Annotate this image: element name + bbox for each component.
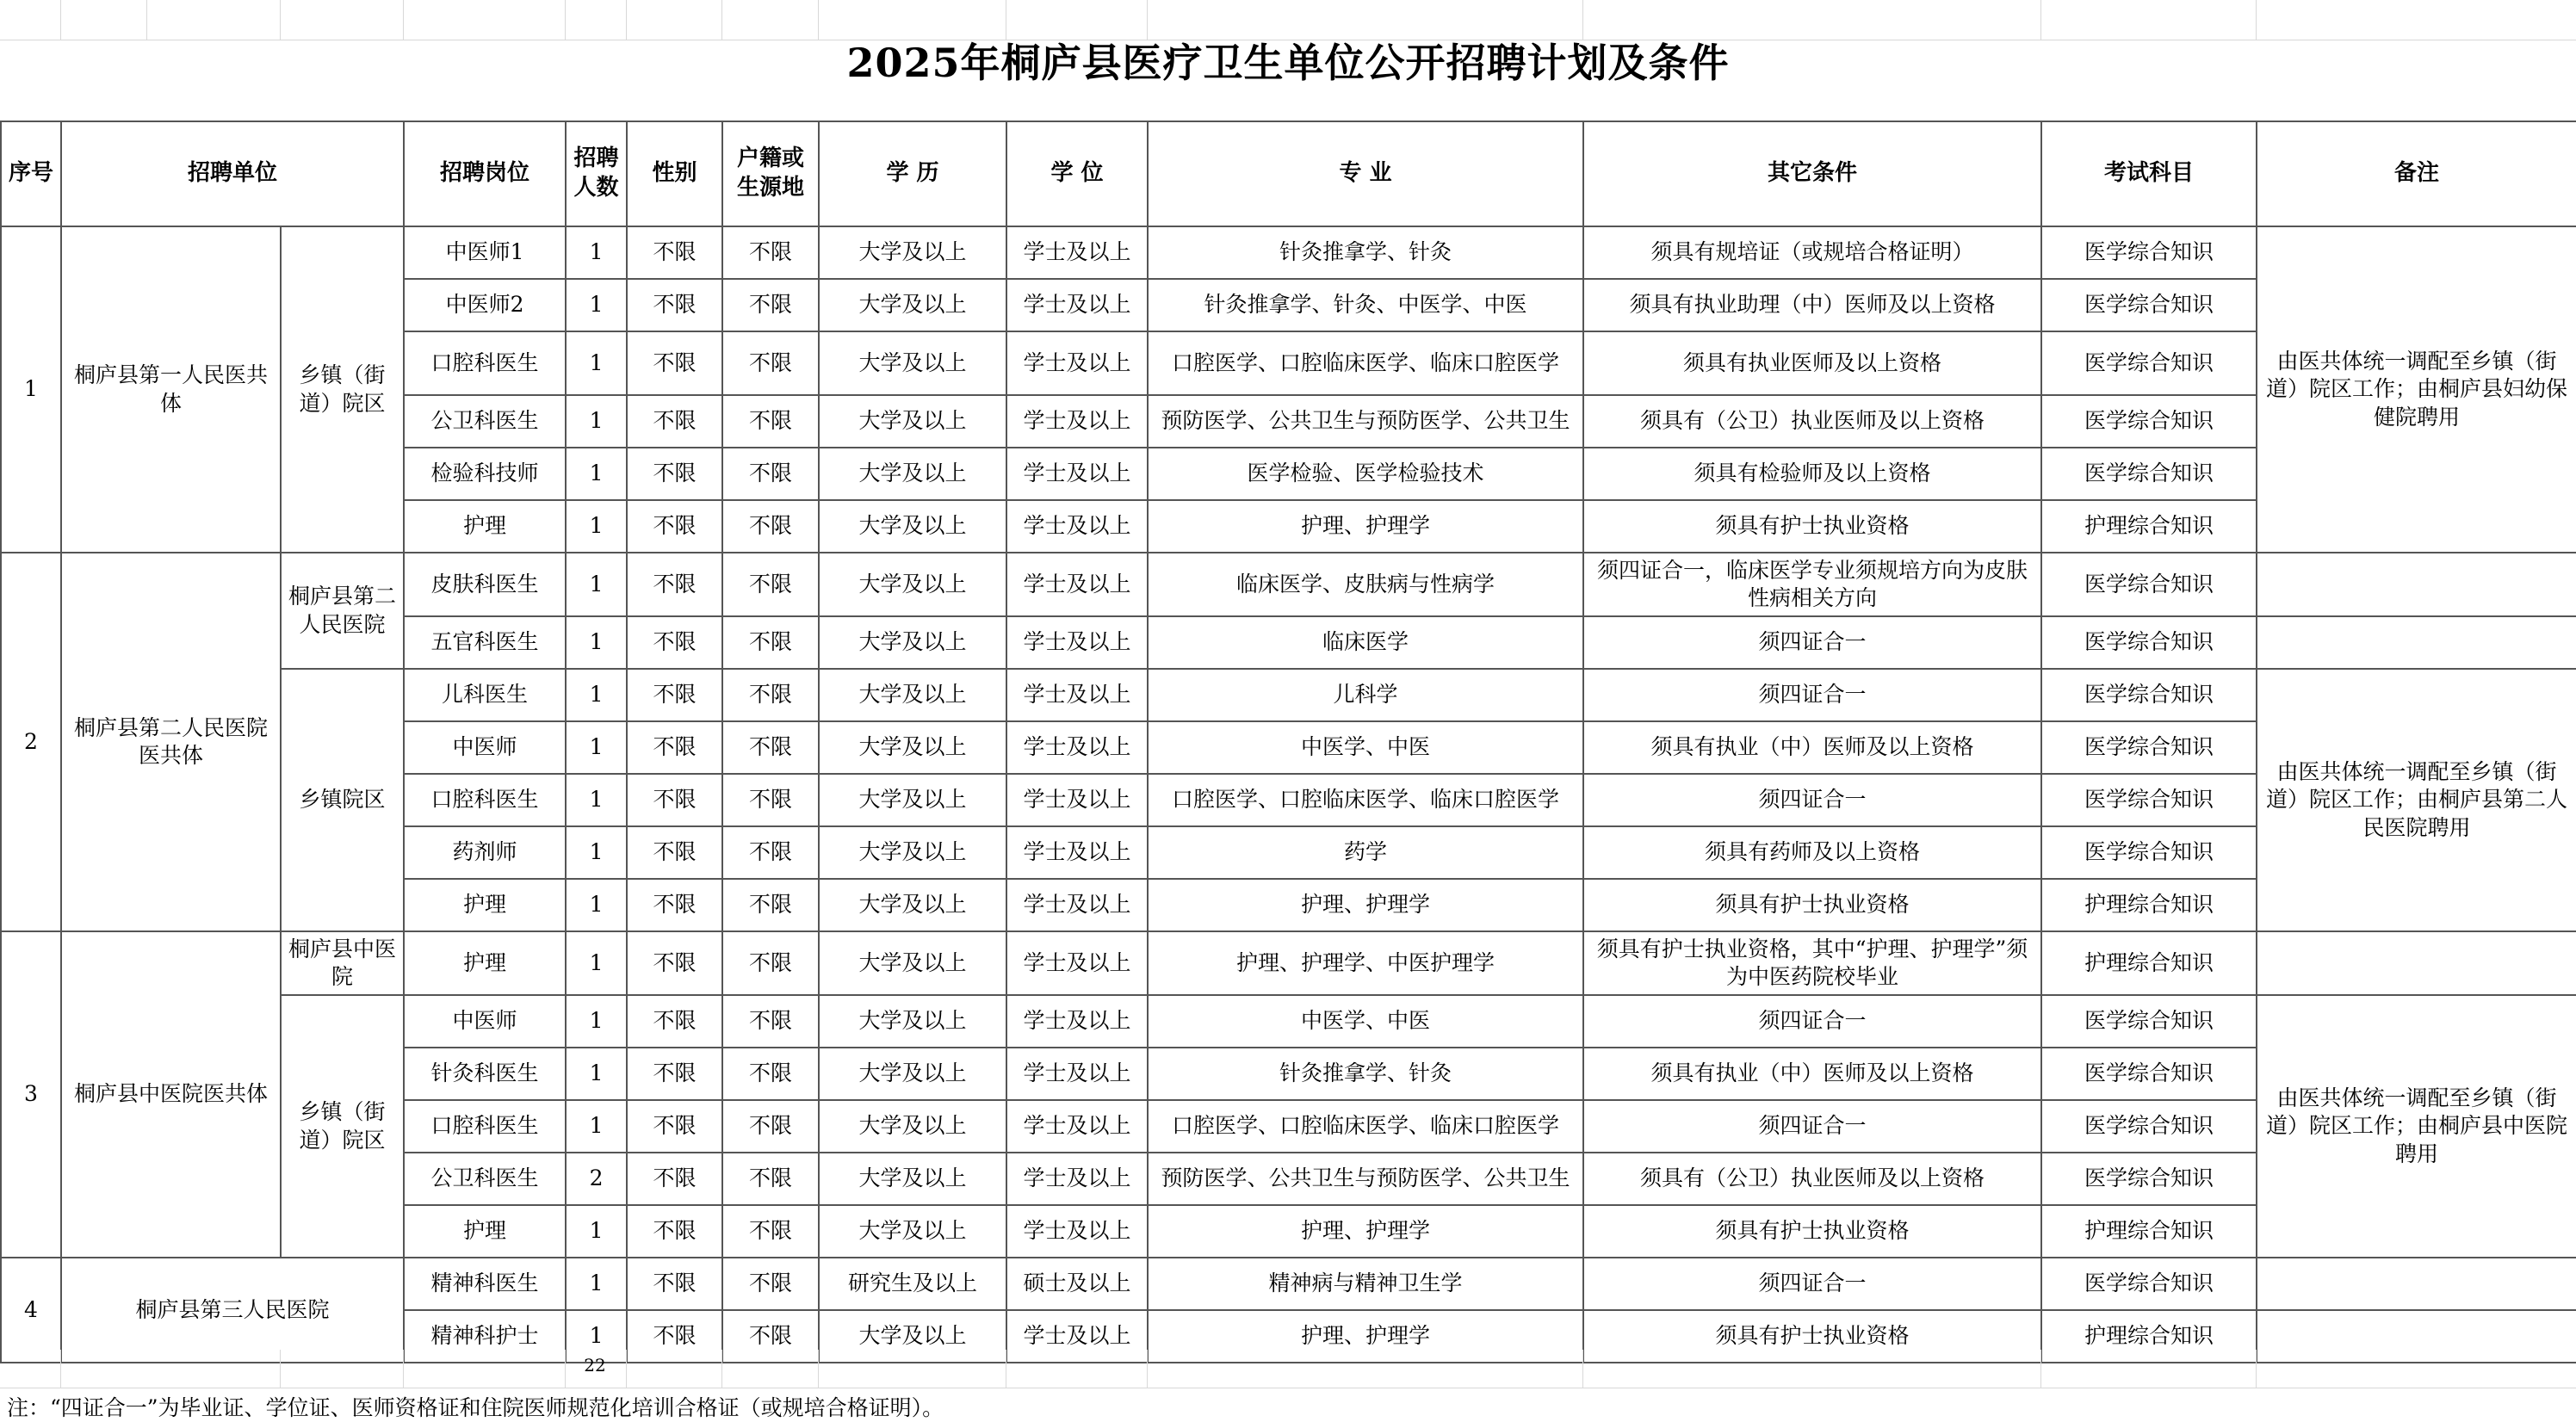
cell-count: 1 <box>566 721 627 774</box>
cell-count: 1 <box>566 500 627 553</box>
cell-gender: 不限 <box>627 279 722 331</box>
cell-post: 皮肤科医生 <box>404 553 566 616</box>
cell-hukou: 不限 <box>722 1205 819 1258</box>
cell-count: 1 <box>566 1100 627 1153</box>
cell-post: 药剂师 <box>404 826 566 879</box>
header-hukou: 户籍或生源地 <box>722 121 819 226</box>
cell-degree: 学士及以上 <box>1006 226 1148 279</box>
cell-post: 中医师2 <box>404 279 566 331</box>
cell-other-conditions: 须具有（公卫）执业医师及以上资格 <box>1583 395 2041 448</box>
cell-other-conditions: 须具有护士执业资格，其中“护理、护理学”须为中医药院校毕业 <box>1583 931 2041 995</box>
cell-hukou: 不限 <box>722 448 819 500</box>
remark-cell <box>2257 1258 2576 1310</box>
cell-hukou: 不限 <box>722 553 819 616</box>
cell-education: 大学及以上 <box>819 500 1006 553</box>
cell-hukou: 不限 <box>722 1048 819 1100</box>
cell-degree: 学士及以上 <box>1006 500 1148 553</box>
cell-gender: 不限 <box>627 226 722 279</box>
cell-hukou: 不限 <box>722 226 819 279</box>
cell-degree: 学士及以上 <box>1006 448 1148 500</box>
cell-gender: 不限 <box>627 669 722 721</box>
table-row <box>1 669 2576 721</box>
cell-post: 口腔科医生 <box>404 331 566 395</box>
cell-hukou: 不限 <box>722 395 819 448</box>
header-remark: 备注 <box>2257 121 2576 226</box>
cell-count: 1 <box>566 826 627 879</box>
unit-name: 桐庐县第三人民医院 <box>61 1258 404 1363</box>
cell-gender: 不限 <box>627 395 722 448</box>
cell-count: 1 <box>566 931 627 995</box>
footnote: 注：“四证合一”为毕业证、学位证、医师资格证和住院医师规范化培训合格证（或规培合格证明）。 <box>7 1395 944 1420</box>
cell-other-conditions: 须具有护士执业资格 <box>1583 1205 2041 1258</box>
cell-other-conditions: 须具有护士执业资格 <box>1583 500 2041 553</box>
cell-post: 公卫科医生 <box>404 1153 566 1205</box>
cell-gender: 不限 <box>627 1100 722 1153</box>
remark-cell <box>2257 553 2576 616</box>
header-post: 招聘岗位 <box>404 121 566 226</box>
cell-gender: 不限 <box>627 879 722 931</box>
cell-other-conditions: 须四证合一 <box>1583 774 2041 826</box>
cell-major: 针灸推拿学、针灸 <box>1148 1048 1583 1100</box>
cell-major: 护理、护理学 <box>1148 500 1583 553</box>
cell-degree: 学士及以上 <box>1006 331 1148 395</box>
cell-gender: 不限 <box>627 826 722 879</box>
cell-post: 护理 <box>404 931 566 995</box>
cell-degree: 学士及以上 <box>1006 1310 1148 1363</box>
table-row <box>1 226 2576 279</box>
cell-degree: 学士及以上 <box>1006 721 1148 774</box>
cell-degree: 学士及以上 <box>1006 1100 1148 1153</box>
cell-degree: 学士及以上 <box>1006 616 1148 669</box>
cell-hukou: 不限 <box>722 1100 819 1153</box>
cell-major: 中医学、中医 <box>1148 995 1583 1048</box>
sub-unit-name: 乡镇院区 <box>281 669 404 931</box>
cell-gender: 不限 <box>627 331 722 395</box>
cell-degree: 学士及以上 <box>1006 279 1148 331</box>
row-number: 4 <box>1 1258 61 1363</box>
cell-exam-subject: 医学综合知识 <box>2041 1153 2257 1205</box>
cell-education: 大学及以上 <box>819 1205 1006 1258</box>
recruitment-table <box>0 121 2576 1363</box>
header-no: 序号 <box>1 121 61 226</box>
header-unit: 招聘单位 <box>61 121 404 226</box>
cell-exam-subject: 医学综合知识 <box>2041 616 2257 669</box>
cell-hukou: 不限 <box>722 774 819 826</box>
cell-major: 口腔医学、口腔临床医学、临床口腔医学 <box>1148 331 1583 395</box>
cell-post: 口腔科医生 <box>404 1100 566 1153</box>
cell-post: 中医师 <box>404 721 566 774</box>
cell-hukou: 不限 <box>722 721 819 774</box>
cell-gender: 不限 <box>627 931 722 995</box>
cell-other-conditions: 须四证合一 <box>1583 616 2041 669</box>
row-number: 2 <box>1 553 61 931</box>
header-degree: 学 位 <box>1006 121 1148 226</box>
cell-degree: 学士及以上 <box>1006 1048 1148 1100</box>
cell-exam-subject: 医学综合知识 <box>2041 1258 2257 1310</box>
cell-hukou: 不限 <box>722 331 819 395</box>
header-gender: 性别 <box>627 121 722 226</box>
cell-other-conditions: 须四证合一，临床医学专业须规培方向为皮肤性病相关方向 <box>1583 553 2041 616</box>
cell-hukou: 不限 <box>722 995 819 1048</box>
cell-other-conditions: 须具有检验师及以上资格 <box>1583 448 2041 500</box>
cell-education: 大学及以上 <box>819 279 1006 331</box>
cell-other-conditions: 须具有执业医师及以上资格 <box>1583 331 2041 395</box>
cell-count: 1 <box>566 1258 627 1310</box>
cell-major: 医学检验、医学检验技术 <box>1148 448 1583 500</box>
cell-count: 1 <box>566 879 627 931</box>
cell-count: 1 <box>566 1048 627 1100</box>
cell-gender: 不限 <box>627 616 722 669</box>
remark-cell <box>2257 616 2576 669</box>
cell-other-conditions: 须具有药师及以上资格 <box>1583 826 2041 879</box>
cell-education: 大学及以上 <box>819 774 1006 826</box>
cell-degree: 学士及以上 <box>1006 826 1148 879</box>
cell-exam-subject: 医学综合知识 <box>2041 1100 2257 1153</box>
header-major: 专 业 <box>1148 121 1583 226</box>
cell-education: 大学及以上 <box>819 826 1006 879</box>
table-row <box>1 931 2576 995</box>
cell-exam-subject: 护理综合知识 <box>2041 1310 2257 1363</box>
cell-hukou: 不限 <box>722 616 819 669</box>
header-count: 招聘人数 <box>566 121 627 226</box>
cell-exam-subject: 护理综合知识 <box>2041 500 2257 553</box>
cell-exam-subject: 医学综合知识 <box>2041 669 2257 721</box>
cell-gender: 不限 <box>627 721 722 774</box>
cell-education: 大学及以上 <box>819 995 1006 1048</box>
cell-gender: 不限 <box>627 1310 722 1363</box>
cell-count: 1 <box>566 553 627 616</box>
cell-count: 1 <box>566 448 627 500</box>
cell-gender: 不限 <box>627 1153 722 1205</box>
cell-exam-subject: 医学综合知识 <box>2041 721 2257 774</box>
page-title: 2025年桐庐县医疗卫生单位公开招聘计划及条件 <box>846 40 1730 86</box>
cell-gender: 不限 <box>627 448 722 500</box>
cell-post: 护理 <box>404 1205 566 1258</box>
cell-post: 精神科护士 <box>404 1310 566 1363</box>
sub-unit-name: 乡镇（街道）院区 <box>281 995 404 1258</box>
cell-education: 大学及以上 <box>819 331 1006 395</box>
cell-other-conditions: 须四证合一 <box>1583 995 2041 1048</box>
sub-unit-name: 桐庐县中医院 <box>281 931 404 995</box>
unit-name: 桐庐县第二人民医院医共体 <box>61 553 281 931</box>
cell-post: 护理 <box>404 500 566 553</box>
cell-count: 1 <box>566 995 627 1048</box>
cell-post: 精神科医生 <box>404 1258 566 1310</box>
cell-hukou: 不限 <box>722 826 819 879</box>
cell-exam-subject: 医学综合知识 <box>2041 331 2257 395</box>
cell-count: 1 <box>566 774 627 826</box>
cell-other-conditions: 须四证合一 <box>1583 1100 2041 1153</box>
cell-education: 大学及以上 <box>819 616 1006 669</box>
cell-major: 口腔医学、口腔临床医学、临床口腔医学 <box>1148 774 1583 826</box>
cell-other-conditions: 须具有（公卫）执业医师及以上资格 <box>1583 1153 2041 1205</box>
cell-education: 大学及以上 <box>819 721 1006 774</box>
cell-major: 护理、护理学 <box>1148 1205 1583 1258</box>
header-education: 学 历 <box>819 121 1006 226</box>
title-row <box>0 0 2576 122</box>
cell-degree: 学士及以上 <box>1006 553 1148 616</box>
cell-hukou: 不限 <box>722 500 819 553</box>
remark-cell: 由医共体统一调配至乡镇（街道）院区工作；由桐庐县中医院聘用 <box>2257 995 2576 1258</box>
cell-exam-subject: 护理综合知识 <box>2041 1205 2257 1258</box>
remark-cell: 由医共体统一调配至乡镇（街道）院区工作；由桐庐县第二人民医院聘用 <box>2257 669 2576 931</box>
cell-other-conditions: 须具有护士执业资格 <box>1583 879 2041 931</box>
cell-post: 护理 <box>404 879 566 931</box>
cell-count: 1 <box>566 1205 627 1258</box>
cell-gender: 不限 <box>627 553 722 616</box>
cell-post: 中医师 <box>404 995 566 1048</box>
cell-major: 儿科学 <box>1148 669 1583 721</box>
cell-hukou: 不限 <box>722 879 819 931</box>
cell-major: 护理、护理学 <box>1148 1310 1583 1363</box>
cell-other-conditions: 须具有规培证（或规培合格证明） <box>1583 226 2041 279</box>
header-row <box>1 121 2576 226</box>
cell-post: 儿科医生 <box>404 669 566 721</box>
cell-exam-subject: 医学综合知识 <box>2041 448 2257 500</box>
cell-count: 1 <box>566 226 627 279</box>
cell-education: 大学及以上 <box>819 931 1006 995</box>
cell-degree: 学士及以上 <box>1006 669 1148 721</box>
cell-major: 预防医学、公共卫生与预防医学、公共卫生 <box>1148 395 1583 448</box>
cell-degree: 学士及以上 <box>1006 931 1148 995</box>
cell-major: 口腔医学、口腔临床医学、临床口腔医学 <box>1148 1100 1583 1153</box>
cell-education: 大学及以上 <box>819 448 1006 500</box>
cell-exam-subject: 医学综合知识 <box>2041 226 2257 279</box>
cell-hukou: 不限 <box>722 931 819 995</box>
cell-other-conditions: 须四证合一 <box>1583 669 2041 721</box>
cell-gender: 不限 <box>627 1048 722 1100</box>
cell-post: 五官科医生 <box>404 616 566 669</box>
table-row <box>1 1258 2576 1310</box>
cell-hukou: 不限 <box>722 1258 819 1310</box>
cell-exam-subject: 医学综合知识 <box>2041 279 2257 331</box>
cell-gender: 不限 <box>627 500 722 553</box>
remark-cell <box>2257 931 2576 995</box>
cell-education: 大学及以上 <box>819 1048 1006 1100</box>
cell-other-conditions: 须四证合一 <box>1583 1258 2041 1310</box>
cell-education: 研究生及以上 <box>819 1258 1006 1310</box>
header-exam-subject: 考试科目 <box>2041 121 2257 226</box>
cell-major: 临床医学、皮肤病与性病学 <box>1148 553 1583 616</box>
cell-count: 1 <box>566 395 627 448</box>
cell-degree: 学士及以上 <box>1006 879 1148 931</box>
cell-education: 大学及以上 <box>819 553 1006 616</box>
cell-post: 针灸科医生 <box>404 1048 566 1100</box>
cell-education: 大学及以上 <box>819 1310 1006 1363</box>
cell-count: 1 <box>566 279 627 331</box>
cell-gender: 不限 <box>627 995 722 1048</box>
cell-exam-subject: 医学综合知识 <box>2041 1048 2257 1100</box>
cell-degree: 硕士及以上 <box>1006 1258 1148 1310</box>
cell-exam-subject: 护理综合知识 <box>2041 931 2257 995</box>
cell-count: 1 <box>566 669 627 721</box>
cell-major: 针灸推拿学、针灸、中医学、中医 <box>1148 279 1583 331</box>
cell-major: 中医学、中医 <box>1148 721 1583 774</box>
cell-gender: 不限 <box>627 1205 722 1258</box>
sub-unit-name: 乡镇（街道）院区 <box>281 226 404 553</box>
cell-exam-subject: 护理综合知识 <box>2041 879 2257 931</box>
cell-count: 1 <box>566 1310 627 1363</box>
cell-count: 1 <box>566 616 627 669</box>
cell-education: 大学及以上 <box>819 1153 1006 1205</box>
cell-major: 护理、护理学、中医护理学 <box>1148 931 1583 995</box>
cell-degree: 学士及以上 <box>1006 1153 1148 1205</box>
cell-count: 2 <box>566 1153 627 1205</box>
cell-education: 大学及以上 <box>819 1100 1006 1153</box>
table-row <box>1 995 2576 1048</box>
table-row <box>1 553 2576 616</box>
remark-cell: 由医共体统一调配至乡镇（街道）院区工作；由桐庐县妇幼保健院聘用 <box>2257 226 2576 553</box>
cell-exam-subject: 医学综合知识 <box>2041 395 2257 448</box>
cell-exam-subject: 医学综合知识 <box>2041 774 2257 826</box>
cell-hukou: 不限 <box>722 1310 819 1363</box>
cell-major: 药学 <box>1148 826 1583 879</box>
cell-post: 中医师1 <box>404 226 566 279</box>
cell-other-conditions: 须具有执业（中）医师及以上资格 <box>1583 1048 2041 1100</box>
cell-count: 1 <box>566 331 627 395</box>
cell-hukou: 不限 <box>722 279 819 331</box>
cell-major: 临床医学 <box>1148 616 1583 669</box>
cell-exam-subject: 医学综合知识 <box>2041 995 2257 1048</box>
unit-name: 桐庐县中医院医共体 <box>61 931 281 1258</box>
row-number: 3 <box>1 931 61 1258</box>
total-count: 22 <box>584 1355 606 1376</box>
cell-exam-subject: 医学综合知识 <box>2041 553 2257 616</box>
cell-hukou: 不限 <box>722 1153 819 1205</box>
unit-name: 桐庐县第一人民医共体 <box>61 226 281 553</box>
cell-major: 精神病与精神卫生学 <box>1148 1258 1583 1310</box>
cell-post: 检验科技师 <box>404 448 566 500</box>
cell-gender: 不限 <box>627 774 722 826</box>
cell-degree: 学士及以上 <box>1006 1205 1148 1258</box>
cell-gender: 不限 <box>627 1258 722 1310</box>
cell-education: 大学及以上 <box>819 226 1006 279</box>
row-number: 1 <box>1 226 61 553</box>
cell-education: 大学及以上 <box>819 669 1006 721</box>
cell-other-conditions: 须具有执业助理（中）医师及以上资格 <box>1583 279 2041 331</box>
cell-degree: 学士及以上 <box>1006 995 1148 1048</box>
cell-exam-subject: 医学综合知识 <box>2041 826 2257 879</box>
table-body <box>1 226 2576 1363</box>
cell-education: 大学及以上 <box>819 879 1006 931</box>
cell-post: 口腔科医生 <box>404 774 566 826</box>
cell-major: 预防医学、公共卫生与预防医学、公共卫生 <box>1148 1153 1583 1205</box>
cell-major: 针灸推拿学、针灸 <box>1148 226 1583 279</box>
cell-other-conditions: 须具有护士执业资格 <box>1583 1310 2041 1363</box>
empty-grid-row-bottom <box>0 1350 2576 1388</box>
cell-post: 公卫科医生 <box>404 395 566 448</box>
cell-degree: 学士及以上 <box>1006 774 1148 826</box>
cell-degree: 学士及以上 <box>1006 395 1148 448</box>
cell-education: 大学及以上 <box>819 395 1006 448</box>
cell-hukou: 不限 <box>722 669 819 721</box>
cell-major: 护理、护理学 <box>1148 879 1583 931</box>
cell-other-conditions: 须具有执业（中）医师及以上资格 <box>1583 721 2041 774</box>
header-other-conditions: 其它条件 <box>1583 121 2041 226</box>
sub-unit-name: 桐庐县第二人民医院 <box>281 553 404 669</box>
